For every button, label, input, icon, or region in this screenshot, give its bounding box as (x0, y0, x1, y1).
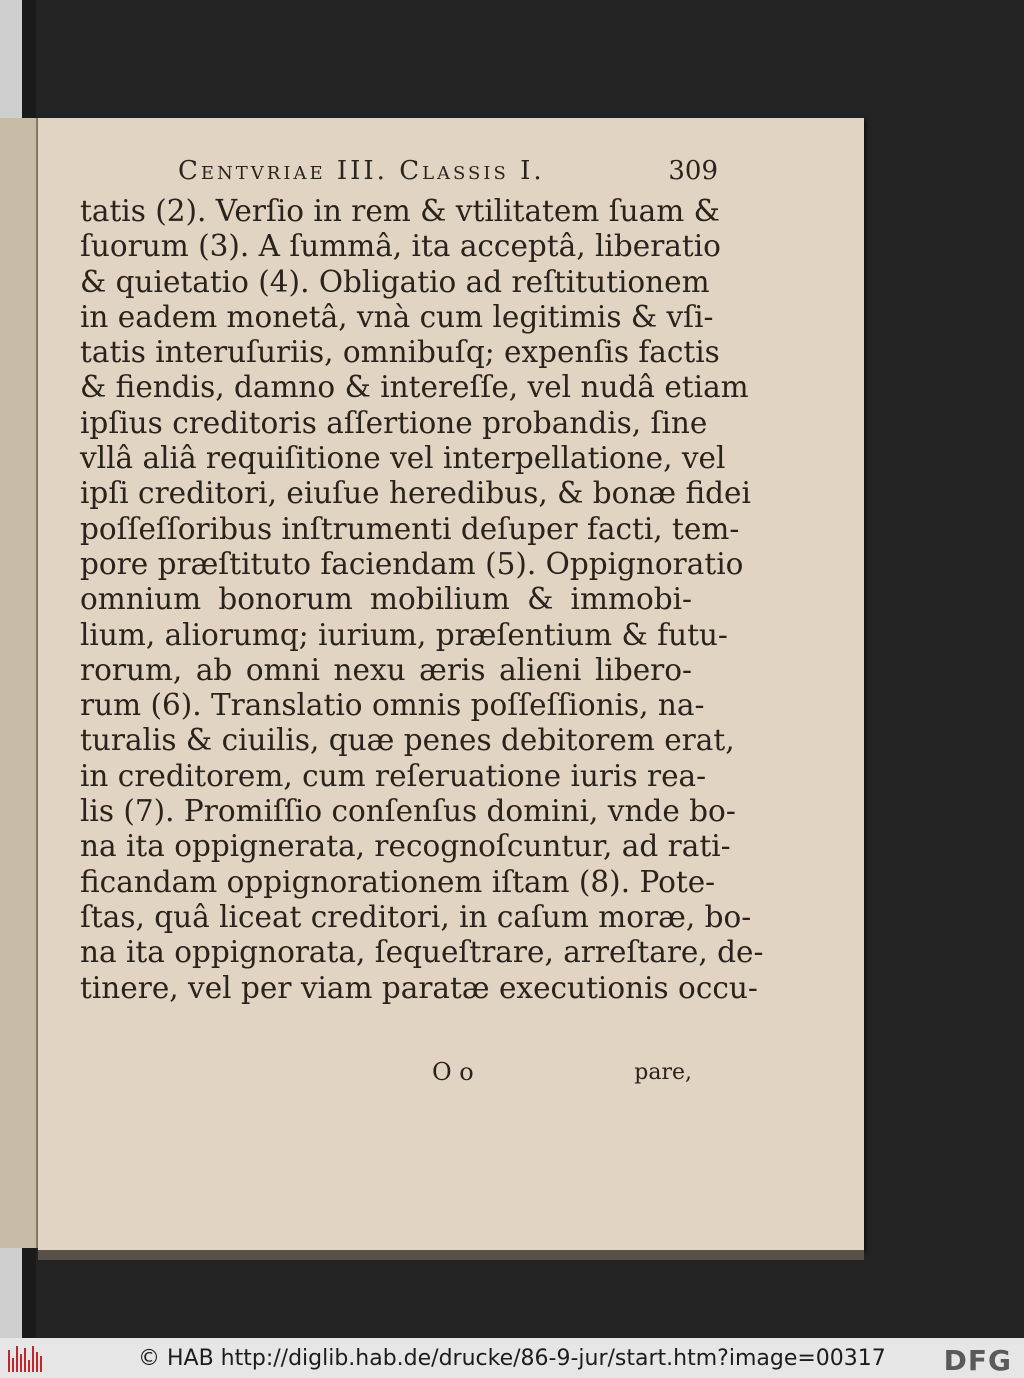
catchword: pare, (634, 1060, 692, 1085)
text-line: ficandam oppignorationem iſtam (8). Pote- (80, 864, 716, 899)
text-line: lis (7). Promiſſio conſenſus domini, vnde bo- (80, 794, 736, 829)
text-line: ſuorum (3). A ſummâ, ita acceptâ, liberatio (80, 229, 721, 264)
text-line: & quietatio (4). Obligatio ad reſtitutionem (80, 264, 710, 299)
text-line: in creditorem, cum reſeruatione iuris rea- (80, 758, 707, 793)
text-line: ipſius creditoris aſſertione probandis, ſine (80, 405, 708, 440)
text-line: na ita oppignorata, ſequeſtrare, arreſtare, de- (80, 935, 764, 970)
text-line: ipſi creditori, eiuſue heredibus, & bonæ fidei (80, 476, 751, 511)
page-number: 309 (668, 156, 718, 186)
text-line: & fiendis, damno & intereſſe, vel nudâ etiam (80, 370, 749, 405)
page-footer (80, 1058, 692, 1092)
text-line: ſtas, quâ liceat creditori, in caſum moræ, bo- (80, 899, 752, 934)
text-line: rum (6). Translatio omnis poſſeſſionis, na- (80, 688, 705, 723)
text-line: omnium bonorum mobilium & immobi- (80, 582, 692, 617)
text-line: in eadem monetâ, vnà cum legitimis & vſi- (80, 299, 714, 334)
text-line: tinere, vel per viam paratæ executionis occu- (80, 970, 758, 1005)
text-line: tatis (2). Verſio in rem & vtilitatem ſuam & (80, 194, 720, 228)
text-line: rorum, ab omni nexu æris alieni libero- (80, 652, 692, 687)
text-line: lium, aliorumq; iurium, præſentium & futu- (80, 617, 728, 652)
text-line: na ita oppignerata, recognoſcuntur, ad rati- (80, 829, 731, 864)
signature-mark: O o (432, 1058, 474, 1086)
body-text (80, 194, 764, 1006)
facing-page-edge (0, 118, 38, 1248)
text-line: poſſeſſoribus inſtrumenti deſuper facti, tem- (80, 511, 740, 546)
barcode-logo-icon (8, 1344, 42, 1372)
text-line: tatis interuſuriis, omnibuſq; expenſis factis (80, 335, 720, 370)
footer-bar (0, 1338, 1024, 1378)
copyright-url-link[interactable]: © HAB http://diglib.hab.de/drucke/86-9-jur/start.htm?image=00317 (138, 1345, 886, 1371)
text-line: pore præſtituto faciendam (5). Oppignoratio (80, 546, 744, 581)
dfg-logo: DFG (943, 1344, 1012, 1377)
running-head (178, 156, 718, 186)
text-line: turalis & ciuilis, quæ penes debitorem erat, (80, 723, 735, 758)
book-page (38, 118, 864, 1250)
running-head-title: Centvriae III. Classis I. (178, 156, 545, 186)
page-shadow (38, 1250, 864, 1260)
text-line: vllâ aliâ requiſitione vel interpellatione, vel (80, 441, 726, 476)
